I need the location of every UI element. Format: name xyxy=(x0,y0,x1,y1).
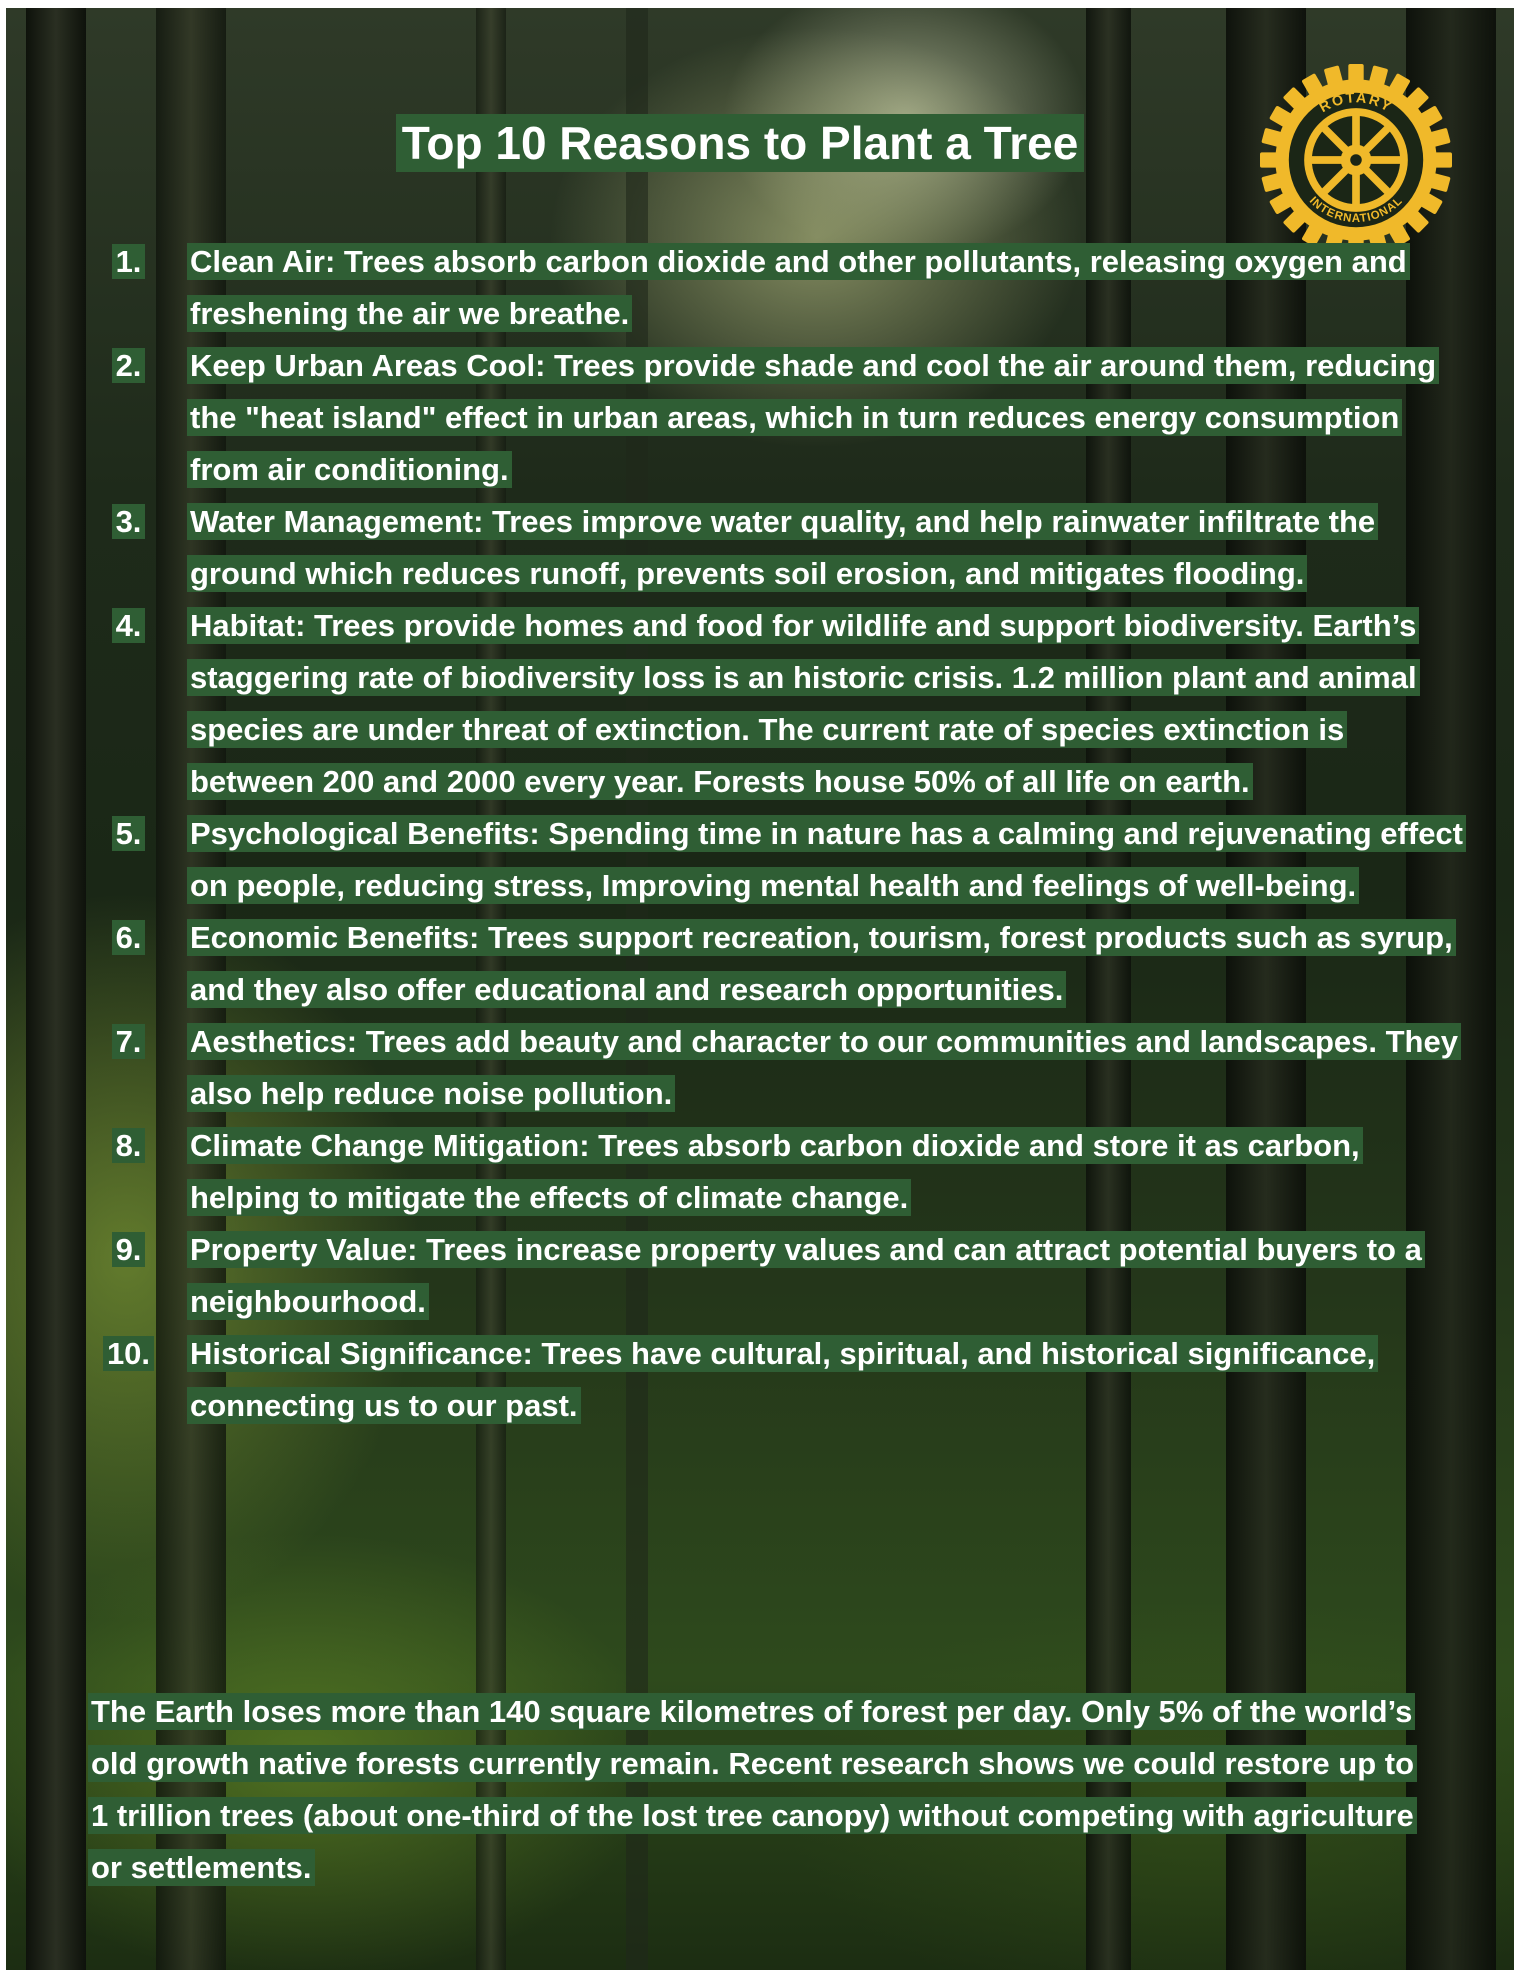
reason-number-text: 1. xyxy=(112,244,146,279)
logo-text-bottom: INTERNATIONAL xyxy=(1306,194,1406,225)
reason-number-text: 8. xyxy=(112,1128,146,1163)
reason-number-text: 5. xyxy=(112,816,146,851)
reason-text: Habitat: Trees provide homes and food for wildlife and support biodiversity. Earth’s staggering rate of biodiversity loss is an historic crisis. 1.2 million plant and animal species are under threat of extinction. The current rate of species extinction is between 200 and 2000 every year. Forests house 50% of all life on earth. xyxy=(187,607,1420,800)
reason-number xyxy=(70,340,187,392)
reason-text: Property Value: Trees increase property values and can attract potential buyers to a neighbourhood. xyxy=(187,1231,1425,1320)
reason-number xyxy=(70,912,187,964)
reason-item xyxy=(70,340,1470,496)
reason-paragraph xyxy=(187,1328,1470,1432)
page-title: Top 10 Reasons to Plant a Tree xyxy=(396,114,1085,172)
reason-number-text: 6. xyxy=(112,920,146,955)
reason-text: Economic Benefits: Trees support recreation, tourism, forest products such as syrup, and they also offer educational and research opportunities. xyxy=(187,919,1456,1008)
reason-text: Historical Significance: Trees have cultural, spiritual, and historical significance, connecting us to our past. xyxy=(187,1335,1378,1424)
logo-text-top: ROTARY xyxy=(1316,90,1396,117)
reason-item xyxy=(70,496,1470,600)
reason-number-text: 9. xyxy=(112,1232,146,1267)
reason-number-text: 2. xyxy=(112,348,146,383)
reason-number xyxy=(70,496,187,548)
reason-paragraph xyxy=(187,912,1470,1016)
reason-paragraph xyxy=(187,236,1470,340)
reason-number xyxy=(70,808,187,860)
reason-number-text: 4. xyxy=(112,608,146,643)
reason-item xyxy=(70,600,1470,808)
reason-number-text: 7. xyxy=(112,1024,146,1059)
reason-number xyxy=(70,1120,187,1172)
reason-text: Psychological Benefits: Spending time in nature has a calming and rejuvenating effect on people, reducing stress, Improving mental health and feelings of well-being. xyxy=(187,815,1466,904)
reason-number xyxy=(70,236,187,288)
reason-number xyxy=(70,1224,187,1276)
reason-number-text: 3. xyxy=(112,504,146,539)
reason-item xyxy=(70,1016,1470,1120)
footer-paragraph xyxy=(88,1686,1428,1894)
reason-text: Keep Urban Areas Cool: Trees provide shade and cool the air around them, reducing the "heat island" effect in urban areas, which in turn reduces energy consumption from air conditioning. xyxy=(187,347,1439,488)
reason-text: Clean Air: Trees absorb carbon dioxide and other pollutants, releasing oxygen and freshening the air we breathe. xyxy=(187,243,1410,332)
reason-item xyxy=(70,236,1470,340)
footer-text: The Earth loses more than 140 square kilometres of forest per day. Only 5% of the world’s old growth native forests currently remain. Recent research shows we could restore up to 1 trillion trees (about one-third of the lost tree canopy) without competing with agriculture or settlements. xyxy=(88,1693,1417,1886)
reason-number-text: 10. xyxy=(103,1336,154,1371)
reason-text: Water Management: Trees improve water quality, and help rainwater infiltrate the ground which reduces runoff, prevents soil erosion, and mitigates flooding. xyxy=(187,503,1378,592)
reason-number xyxy=(70,600,187,652)
reason-item xyxy=(70,1328,1470,1432)
reason-paragraph xyxy=(187,1120,1470,1224)
reason-paragraph xyxy=(187,600,1470,808)
reason-paragraph xyxy=(187,808,1470,912)
forest-poster xyxy=(6,8,1514,1970)
reason-number xyxy=(70,1328,187,1380)
reason-number xyxy=(70,1016,187,1068)
reasons-list xyxy=(70,236,1470,1432)
reason-text: Aesthetics: Trees add beauty and character to our communities and landscapes. They also help reduce noise pollution. xyxy=(187,1023,1461,1112)
reason-paragraph xyxy=(187,496,1470,600)
reason-item xyxy=(70,1120,1470,1224)
title-container xyxy=(6,114,1514,172)
reason-item xyxy=(70,1224,1470,1328)
reason-paragraph xyxy=(187,1224,1470,1328)
reason-item xyxy=(70,912,1470,1016)
reason-paragraph xyxy=(187,340,1470,496)
reason-item xyxy=(70,808,1470,912)
reason-paragraph xyxy=(187,1016,1470,1120)
reason-text: Climate Change Mitigation: Trees absorb carbon dioxide and store it as carbon, helping to mitigate the effects of climate change. xyxy=(187,1127,1363,1216)
